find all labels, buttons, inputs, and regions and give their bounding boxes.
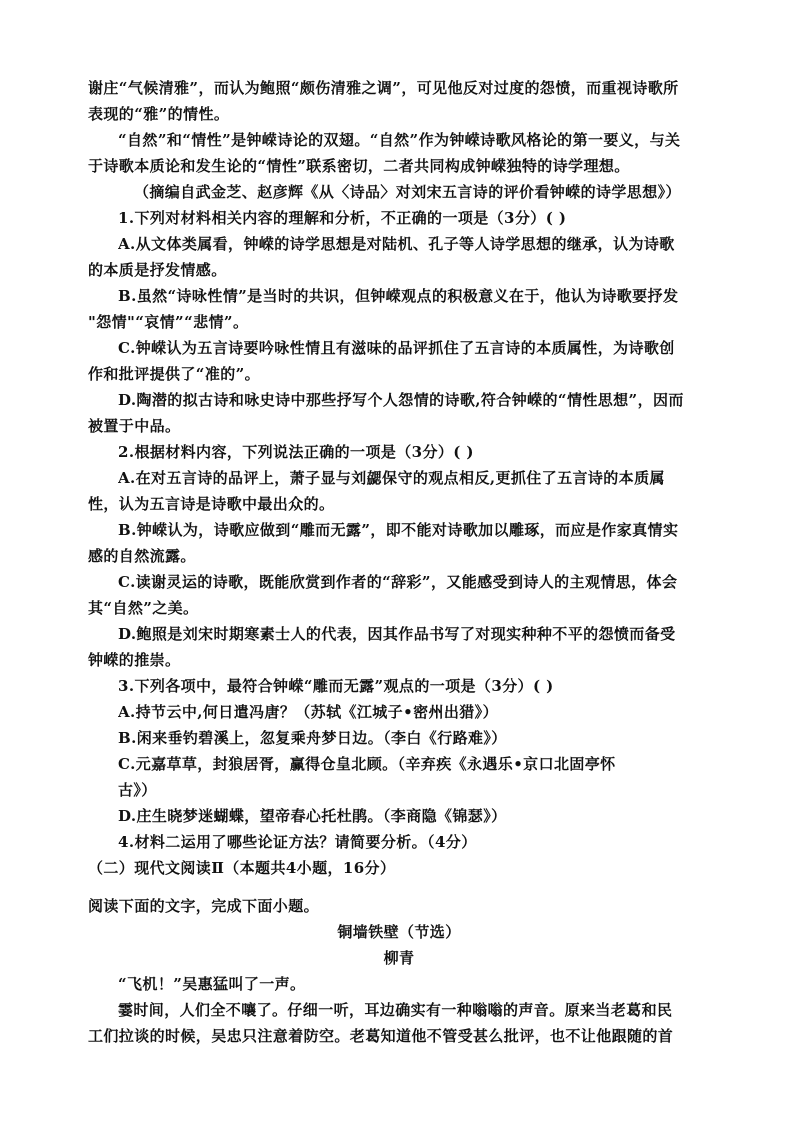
question-2: 2.根据材料内容，下列说法正确的一项是（3分）( ) [118, 443, 474, 461]
q1-option-c-cont: 作和批评提供了“准的”。 [88, 365, 261, 383]
q1-option-d-cont: 被置于中品。 [88, 417, 181, 435]
q1-option-b-cont: "怨情"“哀情”“悲情”。 [88, 313, 249, 331]
q3-option-b: B.闲来垂钓碧溪上，忽复乘舟梦日边。（李白《行路难》） [118, 729, 507, 747]
q2-option-a: A.在对五言诗的品评上，萧子显与刘勰保守的观点相反,更抓住了五言诗的本质属 [118, 469, 665, 487]
text-line: “自然”和“情性”是钟嵘诗论的双翅。“自然”作为钟嵘诗歌风格论的第一要义，与关 [118, 131, 681, 149]
q2-option-d-cont: 钟嵘的推崇。 [88, 651, 181, 669]
q3-option-c: C.元嘉草草，封狼居胥，赢得仓皇北顾。（辛弃疾《永遇乐•京口北固亭怀 [118, 755, 616, 773]
text-line: 工们拉谈的时候，吴忠只注意着防空。老葛知道他不管受甚么批评，也不让他跟随的首 [88, 1027, 674, 1045]
q2-option-a-cont: 性，认为五言诗是诗歌中最出众的。 [88, 495, 335, 513]
q1-option-c: C.钟嵘认为五言诗要吟咏性情且有滋味的品评抓住了五言诗的本质属性，为诗歌创 [118, 339, 675, 357]
text-line: 表现的“雅”的情性。 [88, 105, 230, 123]
source-citation: （摘编自武金芝、赵彦辉《从〈诗品〉对刘宋五言诗的评价看钟嵘的诗学思想》） [134, 183, 681, 201]
q1-option-a: A.从文体类属看，钟嵘的诗学思想是对陆机、孔子等人诗学思想的继承，认为诗歌 [118, 235, 675, 253]
q2-option-b: B.钟嵘认为，诗歌应做到“雕而无露”，即不能对诗歌加以雕琢，而应是作家真情实 [118, 521, 679, 539]
text-line: 霎时间，人们全不嚷了。仔细一听，耳边确实有一种嗡嗡的声音。原来当老葛和民 [118, 1001, 673, 1019]
q2-option-c: C.读谢灵运的诗歌，既能欣赏到作者的“辞彩”，又能感受到诗人的主观情思，体会 [118, 573, 678, 591]
section-heading: （二）现代文阅读Ⅱ（本题共4小题，16分） [88, 859, 396, 877]
question-1: 1.下列对材料相关内容的理解和分析，不正确的一项是（3分）( ) [118, 209, 567, 227]
text-line: “飞机！”吴惠猛叫了一声。 [118, 975, 306, 993]
question-3: 3.下列各项中，最符合钟嵘“雕而无露”观点的一项是（3分）( ) [118, 677, 554, 695]
q1-option-a-cont: 的本质是抒发情感。 [88, 261, 227, 279]
text-line: 谢庄“气候清雅”，而认为鲍照“颇伤清雅之调”，可见他反对过度的怨愤，而重视诗歌所 [88, 79, 679, 97]
question-4: 4.材料二运用了哪些论证方法？请简要分析。（4分） [118, 833, 477, 851]
q3-option-c-cont: 古》） [118, 781, 157, 799]
article-author: 柳青 [383, 949, 415, 967]
q2-option-d: D.鲍照是刘宋时期寒素士人的代表，因其作品书写了对现实种种不平的怨愤而备受 [118, 625, 676, 643]
text-line: 于诗歌本质论和发生论的“情性”联系密切，二者共同构成钟嵘独特的诗学理想。 [88, 157, 630, 175]
q1-option-d: D.陶潜的拟古诗和咏史诗中那些抒写个人怨情的诗歌,符合钟嵘的“情性思想”，因而 [118, 391, 684, 409]
q3-option-a: A.持节云中,何日遣冯唐？（苏轼《江城子•密州出猎》） [118, 703, 498, 721]
q1-option-b: B.虽然“诗咏性情”是当时的共识，但钟嵘观点的积极意义在于，他认为诗歌要抒发 [118, 287, 679, 305]
q3-option-d: D.庄生晓梦迷蝴蝶，望帝春心托杜鹃。（李商隐《锦瑟》） [118, 807, 507, 825]
q2-option-c-cont: 其“自然”之美。 [88, 599, 199, 617]
q2-option-b-cont: 感的自然流露。 [88, 547, 196, 565]
article-title: 铜墙铁壁（节选） [337, 923, 461, 941]
reading-instruction: 阅读下面的文字，完成下面小题。 [88, 897, 320, 915]
